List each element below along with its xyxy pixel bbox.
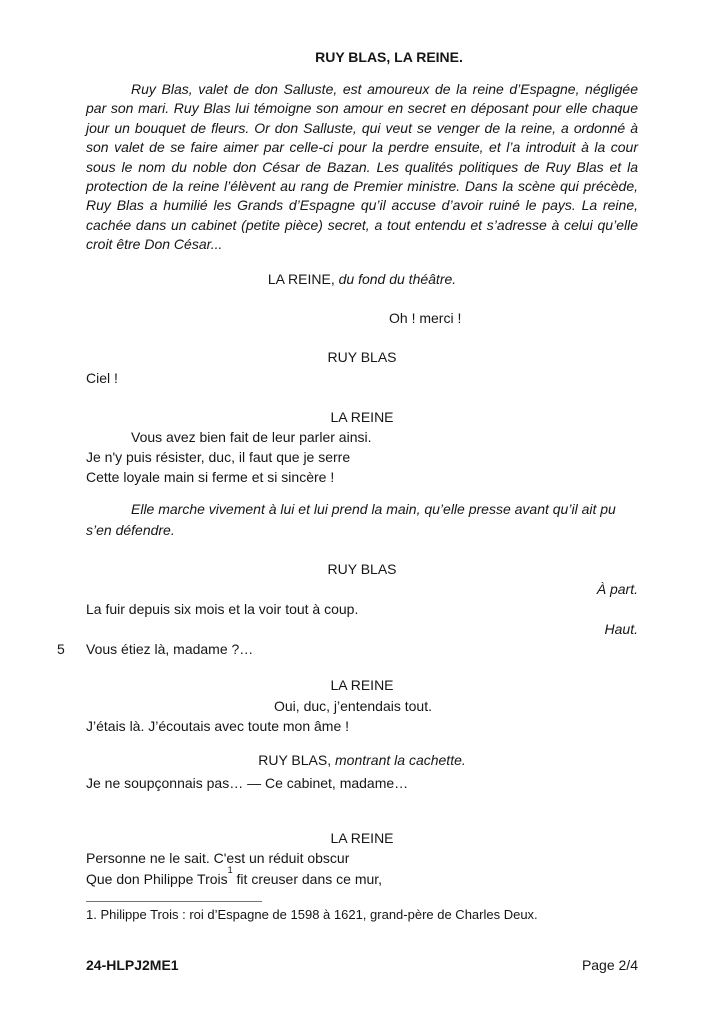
- speaker-heading-ruyblas-1: RUY BLAS: [327, 348, 397, 365]
- verse-line-numbered: [57, 639, 638, 659]
- speaker-heading-ruyblas-2: RUY BLAS: [327, 560, 397, 577]
- speaker-heading-queen-2: LA REINE: [330, 408, 394, 425]
- speaker-stage-direction: montrant la cachette.: [335, 751, 466, 768]
- page-number: Page 2/4: [581, 957, 638, 973]
- aside-direction: À part.: [596, 580, 638, 597]
- verse-line: Vous étiez là, madame ?…: [86, 640, 254, 657]
- page-title: RUY BLAS, LA REINE.: [315, 49, 463, 65]
- verse-line: La fuir depuis six mois et la voir tout à coup.: [86, 600, 359, 617]
- verse-line: Vous avez bien fait de leur parler ainsi.: [131, 428, 372, 445]
- aloud-direction: Haut.: [604, 620, 638, 637]
- footnote-separator: [86, 901, 262, 902]
- speaker-heading-queen-4: LA REINE: [330, 829, 394, 846]
- verse-number: 5: [57, 640, 65, 657]
- verse-line: Je n'y puis résister, duc, il faut que je serre: [86, 448, 351, 465]
- verse-line: Je ne soupçonnais pas… — Ce cabinet, madame…: [86, 774, 409, 791]
- verse-line: J’étais là. J’écoutais avec toute mon âme !: [86, 717, 350, 734]
- page-footer: [86, 955, 638, 975]
- intro-summary: Ruy Blas, valet de don Salluste, est amoureux de la reine d’Espagne, négligée par son mari. Ruy Blas lui témoigne son amour en secret en déposant pour elle chaque jour un bouquet de fleurs. Or don Salluste, qui veut se venger de la reine, a ordonné à son valet de se faire aimer par celle-ci pour la perdre ensuite, et l’a introduit à la cour sous le nom du noble don César de Bazan. Les qualités politiques de Ruy Blas et la protection de la reine l’élèvent au rang de Premier ministre. Dans la scène qui précède, Ruy Blas a humilié les Grands d’Espagne qu’il accuse d’avoir ruiné le pays. La reine, cachée dans un cabinet (petite pièce) secret, a tout entendu et s’adresse à celui qu’elle croit être Don César...: [86, 81, 638, 253]
- speaker-stage-direction: du fond du théâtre.: [338, 270, 457, 287]
- footnote-text: 1. Philippe Trois : roi d’Espagne de 1598 à 1621, grand-père de Charles Deux.: [86, 906, 538, 922]
- verse-line: Personne ne le sait. C'est un réduit obscur: [86, 849, 350, 866]
- verse-line: Ciel !: [86, 369, 118, 386]
- verse-line: Oh ! merci !: [389, 309, 462, 326]
- verse-line: Oui, duc, j’entendais tout.: [274, 697, 432, 714]
- speaker-name: RUY BLAS,: [258, 751, 332, 768]
- verse-line-with-footnote-ref: [86, 865, 638, 889]
- speaker-heading-queen-1: [86, 269, 638, 289]
- speaker-name: LA REINE,: [267, 270, 335, 287]
- speaker-heading-ruyblas-3: [86, 750, 638, 770]
- verse-line: Cette loyale main si ferme et si sincère !: [86, 468, 335, 485]
- verse-line: fit creuser dans ce mur,: [232, 870, 383, 887]
- document-code: 24-HLPJ2ME1: [86, 957, 179, 973]
- speaker-heading-queen-3: LA REINE: [330, 676, 394, 693]
- verse-line: Que don Philippe Trois: [86, 870, 228, 887]
- stage-direction: Elle marche vivement à lui et lui prend la main, qu’elle presse avant qu’il ait pu s’en défendre.: [86, 500, 616, 538]
- footnote-reference: 1: [227, 865, 233, 875]
